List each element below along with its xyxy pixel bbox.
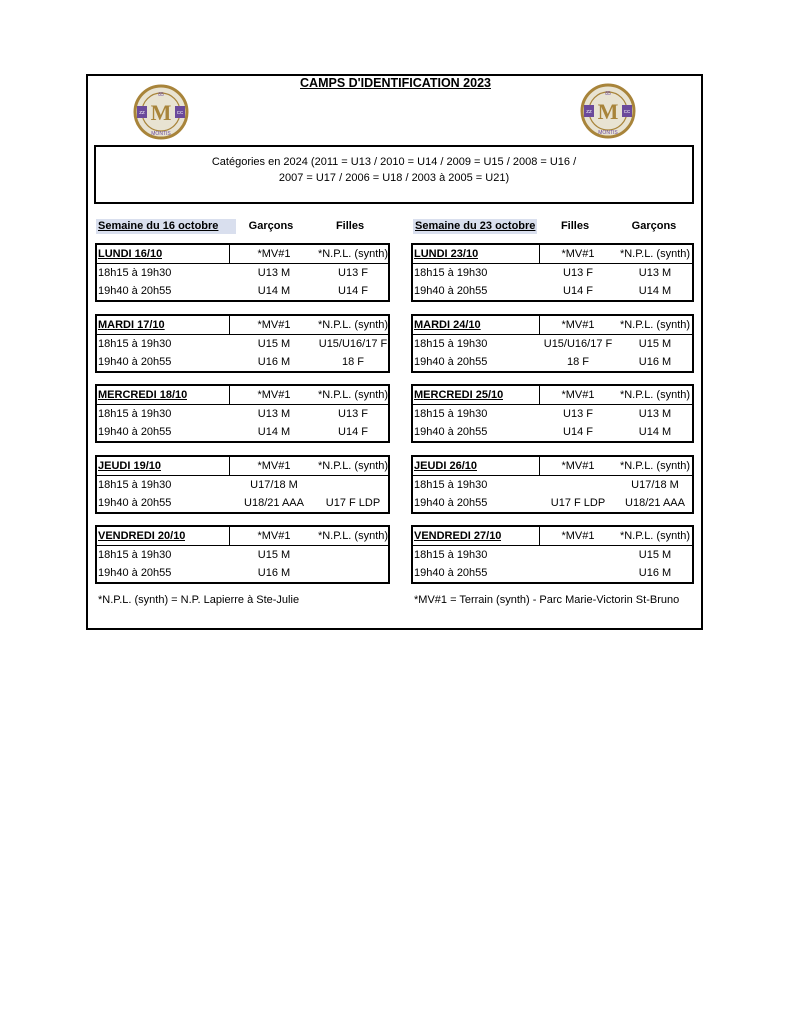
day-header-row xyxy=(97,457,388,476)
group-col2: U17 F LDP xyxy=(325,497,381,509)
page-title: CAMPS D'IDENTIFICATION 2023 xyxy=(300,76,491,90)
venue-1: *MV#1 xyxy=(257,460,291,472)
schedule-row xyxy=(97,353,388,371)
schedule-row xyxy=(413,546,692,564)
day-header-row xyxy=(97,245,388,264)
day-block xyxy=(411,314,694,373)
day-name: JEUDI 26/10 xyxy=(414,460,477,472)
schedule-row xyxy=(97,335,388,353)
column-divider xyxy=(229,527,230,545)
day-name: LUNDI 23/10 xyxy=(414,248,479,260)
group-col2: U13 M xyxy=(638,267,672,279)
schedule-row xyxy=(97,564,388,582)
time-slot: 18h15 à 19h30 xyxy=(414,549,488,561)
group-col1: U14 M xyxy=(257,426,291,438)
day-block xyxy=(95,314,390,373)
day-header-row xyxy=(97,527,388,546)
schedule-row xyxy=(413,282,692,300)
venue-1: *MV#1 xyxy=(257,319,291,331)
group-col1: U17 F LDP xyxy=(550,497,606,509)
time-slot: 18h15 à 19h30 xyxy=(98,267,172,279)
group-col2: U14 F xyxy=(338,426,368,438)
time-slot: 19h40 à 20h55 xyxy=(98,497,172,509)
group-col1: U15 M xyxy=(257,549,291,561)
column-divider xyxy=(539,316,540,334)
time-slot: 18h15 à 19h30 xyxy=(414,479,488,491)
group-col1: U13 M xyxy=(257,408,291,420)
logo-bottom-text: MONTIS xyxy=(151,131,171,137)
week-1-col2-header: Filles xyxy=(335,220,365,232)
club-logo-emblem xyxy=(580,82,636,140)
time-slot: 19h40 à 20h55 xyxy=(414,426,488,438)
venue-1: *MV#1 xyxy=(561,248,595,260)
logo-top-text: 85 xyxy=(158,92,164,98)
schedule-row xyxy=(413,494,692,512)
venue-1: *MV#1 xyxy=(561,319,595,331)
day-name: VENDREDI 27/10 xyxy=(414,530,502,542)
venue-2: *N.P.L. (synth) xyxy=(317,460,389,472)
day-header-row xyxy=(97,386,388,405)
time-slot: 19h40 à 20h55 xyxy=(414,497,488,509)
schedule-row xyxy=(413,423,692,441)
schedule-row xyxy=(97,264,388,282)
club-logo-emblem xyxy=(133,83,189,141)
time-slot: 18h15 à 19h30 xyxy=(414,408,488,420)
venue-2: *N.P.L. (synth) xyxy=(317,248,389,260)
group-col2: U15/U16/17 F xyxy=(318,338,388,350)
day-block xyxy=(95,525,390,584)
schedule-row xyxy=(413,335,692,353)
column-divider xyxy=(229,245,230,263)
day-block xyxy=(411,243,694,302)
group-col2: U13 M xyxy=(638,408,672,420)
logo-letter: M xyxy=(150,100,172,125)
group-col1: U13 F xyxy=(563,267,593,279)
day-block xyxy=(95,243,390,302)
venue-1: *MV#1 xyxy=(561,530,595,542)
day-name: JEUDI 19/10 xyxy=(98,460,161,472)
venue-2: *N.P.L. (synth) xyxy=(619,530,691,542)
group-col1: U16 M xyxy=(257,356,291,368)
schedule-row xyxy=(97,423,388,441)
day-block xyxy=(95,455,390,514)
club-logo-left xyxy=(133,83,189,141)
group-col2 xyxy=(313,546,393,564)
time-slot: 19h40 à 20h55 xyxy=(414,356,488,368)
time-slot: 18h15 à 19h30 xyxy=(414,267,488,279)
day-block xyxy=(411,384,694,443)
venue-2: *N.P.L. (synth) xyxy=(317,389,389,401)
venue-2: *N.P.L. (synth) xyxy=(619,319,691,331)
schedule-row xyxy=(413,476,692,494)
group-col1: U15/U16/17 F xyxy=(543,338,613,350)
column-divider xyxy=(539,457,540,475)
day-name: MERCREDI 25/10 xyxy=(414,389,504,401)
group-col2: U14 M xyxy=(638,426,672,438)
week-2-label: Semaine du 23 octobre xyxy=(415,220,536,232)
group-col1 xyxy=(538,564,618,582)
week-1-label: Semaine du 16 octobre xyxy=(96,219,236,234)
categories-line-2: 2007 = U17 / 2006 = U18 / 2003 à 2005 = U21) xyxy=(278,172,510,184)
week-2-col1-header: Filles xyxy=(560,220,590,232)
day-header-row xyxy=(413,527,692,546)
group-col1: U13 M xyxy=(257,267,291,279)
group-col2: 18 F xyxy=(341,356,364,368)
group-col1: U15 M xyxy=(257,338,291,350)
venue-1: *MV#1 xyxy=(561,460,595,472)
time-slot: 19h40 à 20h55 xyxy=(98,285,172,297)
column-divider xyxy=(539,527,540,545)
column-divider xyxy=(229,386,230,404)
schedule-row xyxy=(97,546,388,564)
group-col1: U13 F xyxy=(563,408,593,420)
logo-right-tab: CC xyxy=(623,109,631,114)
column-divider xyxy=(539,245,540,263)
schedule-row xyxy=(97,476,388,494)
schedule-row xyxy=(413,405,692,423)
logo-letter: M xyxy=(597,99,619,124)
schedule-row xyxy=(413,264,692,282)
venue-2: *N.P.L. (synth) xyxy=(317,530,389,542)
day-header-row xyxy=(413,386,692,405)
group-col2: U17/18 M xyxy=(631,479,679,491)
day-block xyxy=(95,384,390,443)
venue-1: *MV#1 xyxy=(257,248,291,260)
time-slot: 19h40 à 20h55 xyxy=(98,567,172,579)
logo-bottom-text: MONTIS xyxy=(598,130,618,136)
time-slot: 18h15 à 19h30 xyxy=(414,338,488,350)
day-name: MERCREDI 18/10 xyxy=(98,389,188,401)
time-slot: 19h40 à 20h55 xyxy=(98,426,172,438)
group-col1 xyxy=(538,546,618,564)
venue-2: *N.P.L. (synth) xyxy=(619,460,691,472)
day-header-row xyxy=(413,457,692,476)
day-name: LUNDI 16/10 xyxy=(98,248,163,260)
schedule-row xyxy=(97,494,388,512)
week-2-col2-header: Garçons xyxy=(631,220,677,232)
schedule-row xyxy=(97,405,388,423)
footnote-npl: *N.P.L. (synth) = N.P. Lapierre à Ste-Julie xyxy=(98,594,300,606)
column-divider xyxy=(229,316,230,334)
time-slot: 19h40 à 20h55 xyxy=(414,567,488,579)
day-name: MARDI 17/10 xyxy=(98,319,165,331)
group-col1: U18/21 AAA xyxy=(244,497,304,509)
day-header-row xyxy=(413,316,692,335)
day-header-row xyxy=(413,245,692,264)
group-col2: U16 M xyxy=(638,567,672,579)
day-name: VENDREDI 20/10 xyxy=(98,530,186,542)
group-col2: U14 M xyxy=(638,285,672,297)
column-divider xyxy=(539,386,540,404)
logo-top-text: 85 xyxy=(605,91,611,97)
group-col2: U18/21 AAA xyxy=(625,497,685,509)
group-col2: U15 M xyxy=(638,549,672,561)
week-1-col1-header: Garçons xyxy=(248,220,294,232)
footnote-mv1: *MV#1 = Terrain (synth) - Parc Marie-Victorin St-Bruno xyxy=(414,594,680,606)
group-col1: 18 F xyxy=(566,356,589,368)
group-col2: U16 M xyxy=(638,356,672,368)
venue-2: *N.P.L. (synth) xyxy=(317,319,389,331)
venue-1: *MV#1 xyxy=(257,389,291,401)
logo-left-tab: ZZ xyxy=(586,109,592,114)
day-name: MARDI 24/10 xyxy=(414,319,481,331)
time-slot: 18h15 à 19h30 xyxy=(98,549,172,561)
group-col2: U14 F xyxy=(338,285,368,297)
schedule-row xyxy=(413,564,692,582)
venue-1: *MV#1 xyxy=(257,530,291,542)
schedule-row xyxy=(413,353,692,371)
categories-line-1: Catégories en 2024 (2011 = U13 / 2010 = U14 / 2009 = U15 / 2008 = U16 / xyxy=(211,156,577,168)
group-col1: U17/18 M xyxy=(250,479,298,491)
logo-right-tab: CC xyxy=(176,110,184,115)
time-slot: 19h40 à 20h55 xyxy=(414,285,488,297)
time-slot: 18h15 à 19h30 xyxy=(98,408,172,420)
time-slot: 18h15 à 19h30 xyxy=(98,338,172,350)
schedule-row xyxy=(97,282,388,300)
group-col1 xyxy=(538,476,618,494)
time-slot: 18h15 à 19h30 xyxy=(98,479,172,491)
group-col2: U15 M xyxy=(638,338,672,350)
day-block xyxy=(411,525,694,584)
group-col1: U14 M xyxy=(257,285,291,297)
group-col2 xyxy=(313,564,393,582)
group-col1: U14 F xyxy=(563,426,593,438)
day-block xyxy=(411,455,694,514)
group-col2 xyxy=(313,476,393,494)
group-col2: U13 F xyxy=(338,267,368,279)
venue-2: *N.P.L. (synth) xyxy=(619,248,691,260)
logo-left-tab: ZZ xyxy=(139,110,145,115)
day-header-row xyxy=(97,316,388,335)
categories-box xyxy=(94,145,694,204)
group-col1: U14 F xyxy=(563,285,593,297)
venue-2: *N.P.L. (synth) xyxy=(619,389,691,401)
group-col1: U16 M xyxy=(257,567,291,579)
venue-1: *MV#1 xyxy=(561,389,595,401)
club-logo-right xyxy=(580,82,636,140)
column-divider xyxy=(229,457,230,475)
time-slot: 19h40 à 20h55 xyxy=(98,356,172,368)
group-col2: U13 F xyxy=(338,408,368,420)
